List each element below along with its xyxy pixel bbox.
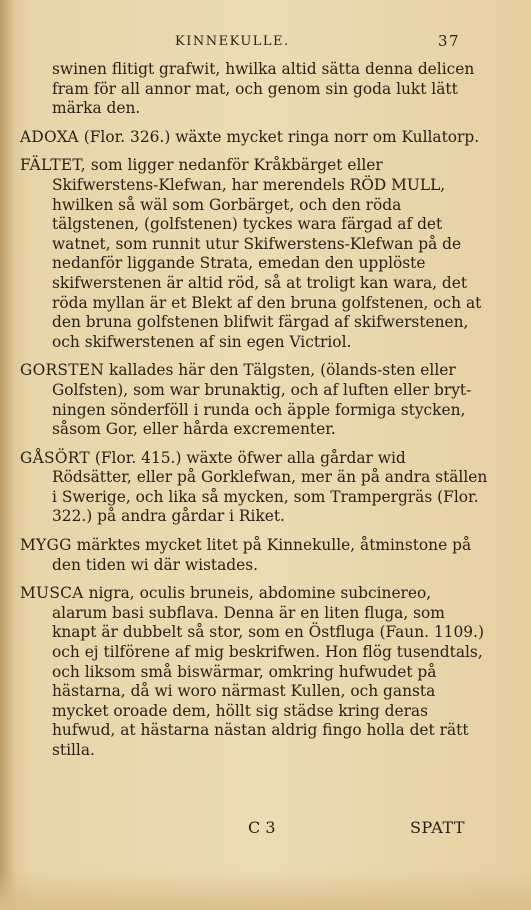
page-footer xyxy=(0,818,531,844)
entry-head: MUSCA xyxy=(20,584,84,603)
entry-head: GORSTEN xyxy=(20,361,105,380)
entry-head: MYGG xyxy=(20,536,72,555)
page-header xyxy=(0,32,531,54)
entry-gasort xyxy=(20,449,490,527)
entry-head: GÅSÖRT xyxy=(20,448,90,467)
catchword: SPATT xyxy=(410,818,466,837)
page-text xyxy=(20,60,490,761)
entry-head: FÄLTET, xyxy=(20,156,86,175)
entry-body: som ligger nedanför Kråkbärget eller Skifwerstens-Klefwan, har merendels RÖD MULL, hwilken så wäl som Gorbärget, och den röda tälgstenen, (golfstenen) tyckes wara färgad af det watnet, som runnit utur Skifwerstens-Klefwan på de nedanför liggande Strata, emedan den upplöste skifwerstenen är altid röd, så at troligt kan wara, det röda myllan är et Blekt af den bruna golfstenen, och at den bruna golfstenen blifwit färgad af skifwerstenen, och skifwerstenen af sin egen Victriol. xyxy=(52,156,482,351)
entry-body: nigra, oculis bruneis, abdomine subcinereo, alarum basi subflava. Denna är en liten fluga, som knapt är dubbelt så stor, som en Östfluga (Faun. 1109.) och ej tilförene af mig beskrifwen. Hon flög tusendtals, och liksom små biswärmar, omkring hufwudet på hästarna, då wi woro närmast Kullen, och gansta mycket oroade dem, höllt sig städse kring deras hufwud, at hästarna nästan aldrig fingo holla det rätt stilla. xyxy=(52,584,484,759)
entry-adoxa xyxy=(20,128,490,148)
entry-faltet xyxy=(20,156,490,352)
running-title: KINNEKULLE. xyxy=(175,34,290,49)
entry-body: (Flor. 415.) wäxte öfwer alla gårdar wid Rödsätter, eller på Gorklefwan, mer än på andra ställen i Swerige, och lika så mycken, som Trampergräs (Flor. 322.) på andra gårdar i Riket. xyxy=(52,448,488,526)
continuation-paragraph: swinen flitigt grafwit, hwilka altid sätta denna delicen fram för all annor mat, och genom sin goda lukt lätt märka den. xyxy=(52,60,475,118)
entry-musca xyxy=(20,584,490,760)
entry-body: kallades här den Tälgsten, (ölands-sten eller Golfsten), som war brunaktig, och af luften eller bryt-ningen sönderföll i runda och äpple formiga stycken, såsom Gor, eller hårda excrementer. xyxy=(52,361,472,439)
entry-head: ADOXA xyxy=(20,127,79,146)
page-gutter xyxy=(0,0,14,910)
entry-body: märktes mycket litet på Kinnekulle, åtminstone på den tiden wi där wistades. xyxy=(52,536,472,574)
entry-gorsten xyxy=(20,361,490,439)
signature-mark: C 3 xyxy=(248,818,276,837)
entry-body: (Flor. 326.) wäxte mycket ringa norr om Kullatorp. xyxy=(83,127,480,146)
page-number: 37 xyxy=(438,32,461,50)
page-bottom-edge xyxy=(0,870,531,910)
entry-mygg xyxy=(20,536,490,575)
